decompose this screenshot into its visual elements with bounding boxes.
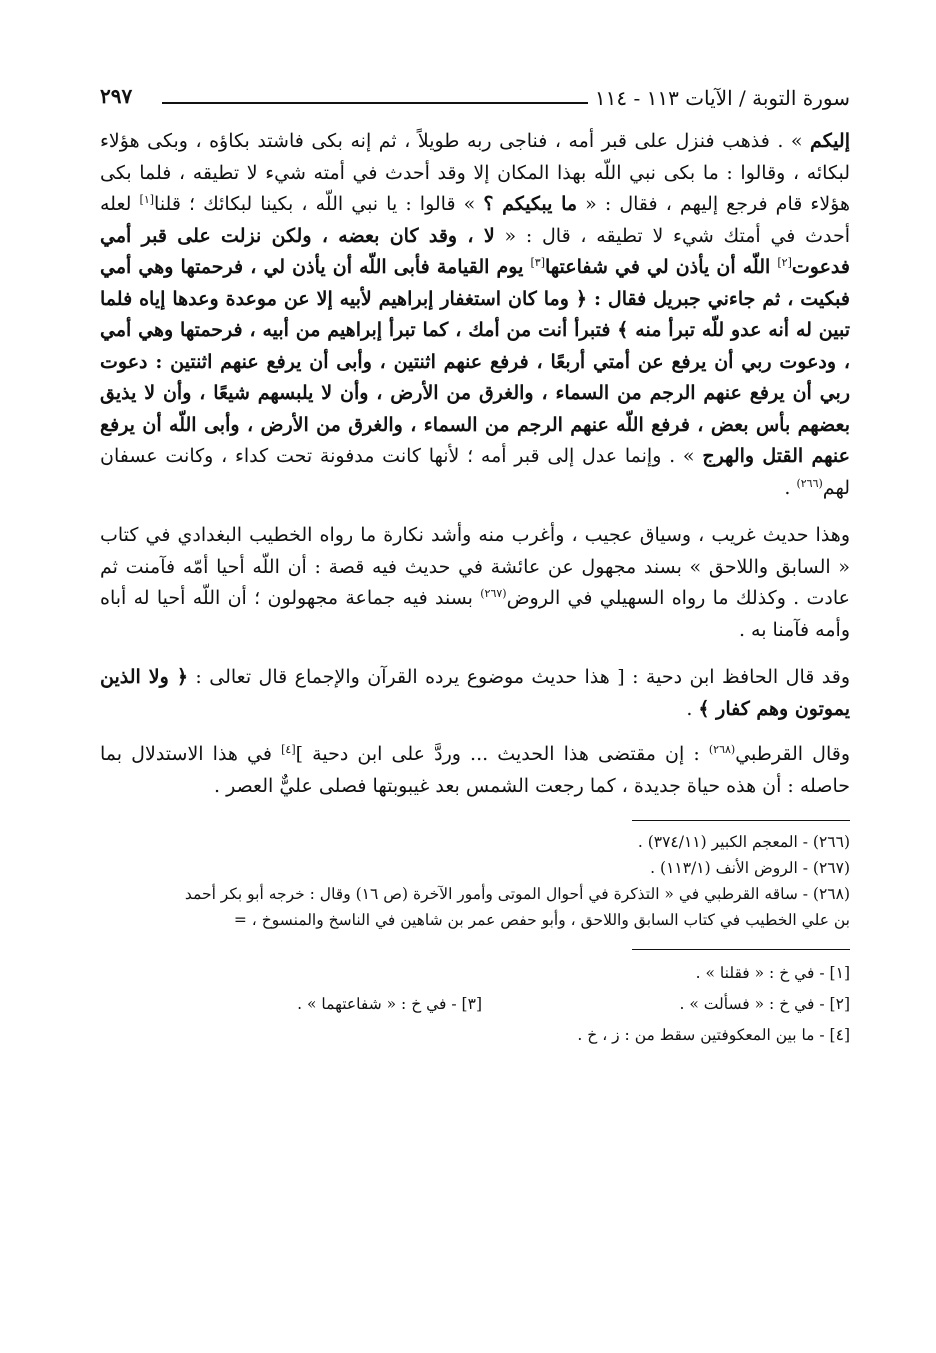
variant-marker: [١]: [139, 193, 155, 206]
variant-marker: [٤]: [281, 743, 296, 756]
variant-2: [٢] - في خ : « فسألت » .: [679, 995, 850, 1013]
footnotes: [100, 829, 850, 933]
main-text: [100, 126, 850, 802]
footnote-ref: (٢٦٧): [480, 587, 507, 600]
text-span: .: [686, 697, 699, 720]
text-span: : إن مقتضى هذا الحديث ... وردَّ على ابن دحية ]: [295, 743, 709, 765]
footnote-268: (٢٦٨) - ساقه القرطبي في « التذكرة في أحوال الموتى وأمور الآخرة (ص ١٦) وقال : خرجه أبو بكر أحمد: [184, 885, 850, 903]
variant-4: [٤] - ما بين المعكوفتين سقط من : ز ، خ .: [577, 1026, 850, 1044]
text-span: » . فذهب فنزل على قبر أمه ، فناجى ربه طويلاً ، ثم إنه بكى فاشتد بكاؤه ، وبكى هؤلاء لبكائه ، وقالوا : ما بكى نبي اللّه بهذا المكان إلا وقد أحدث في أمته شيء لا تطيقه ، فلما بكى هؤلاء قام فرجع إليهم ، فقال : «: [100, 130, 850, 215]
footnote-ref: (٢٦٦): [796, 476, 823, 490]
text-span: » قالوا : يا نبي اللّه ، بكينا لبكائك ؛ قلنا: [154, 193, 484, 215]
text-span: لعله أحدث في أمتك شيء لا تطيقه ، قال : «: [100, 193, 850, 247]
paragraph-1: [100, 126, 850, 504]
book-page: [100, 82, 850, 1051]
footnote-rule: [632, 820, 850, 821]
text-span: وقال القرطبي: [735, 743, 851, 765]
bold-span: إليكم: [810, 130, 850, 152]
running-title: سورة التوبة / الآيات ١١٣ - ١١٤: [594, 86, 850, 110]
variant-1: [١] - في خ : « فقلنا » .: [695, 964, 850, 982]
paragraph-4: [100, 739, 850, 802]
header-rule: [162, 102, 588, 104]
bold-span: اللّه أن يأذن لي في شفاعتها: [545, 256, 778, 278]
footnote-266: (٢٦٦) - المعجم الكبير (٣٧٤/١١) .: [637, 833, 850, 851]
bold-span: ما يبكيكم ؟: [483, 193, 578, 215]
variant-marker: [٣]: [530, 256, 545, 269]
text-span: وقد قال الحافظ ابن دحية : [ هذا حديث موضوع يرده القرآن والإجماع قال تعالى :: [187, 666, 850, 688]
bold-span: لا ، وقد كان بعضه ، ولكن نزلت على قبر أمي فدعوت: [100, 224, 850, 278]
footnote-ref: (٢٦٨): [708, 743, 736, 756]
text-span: » . وإنما عدل إلى قبر أمه ؛ لأنها كانت مدفونة تحت كداء ، وكانت عسفان لهم: [100, 445, 850, 499]
paragraph-2: [100, 520, 850, 646]
text-span: وهذا حديث غريب ، وسياق عجيب ، وأغرب منه وأشد نكارة ما رواه الخطيب البغدادي في كتاب « السابق واللاحق » بسند مجهول عن عائشة في حديث فيه قصة : أن اللّه أحيا أمّه فآمنت ثم عادت . وكذلك ما رواه السهيلي في الروض: [100, 524, 850, 609]
footnote-268-continued: بن علي الخطيب في كتاب السابق واللاحق ، وأبو حفص عمر بن شاهين في الناسخ والمنسوخ ، =: [233, 911, 850, 929]
manuscript-variants: [100, 958, 850, 1051]
quran-verse: ﴿ ولا الذين يموتون وهم كفار ﴾: [100, 666, 850, 720]
variant-marker: [٢]: [777, 256, 792, 269]
bold-span: يوم القيامة فأبى اللّه أن يأذن لي ، فرحمتها وهي أمي فبكيت ، ثم جاءني جبريل فقال : ﴿ وما كان استغفار إبراهيم لأبيه إلا عن موعدة وعدها إياه فلما تبين له أنه عدو للّه تبرأ منه ﴾ فتبرأ أنت من أمك ، كما تبرأ إبراهيم من أبيه ، فرحمتها وهي أمي ، ودعوت ربي أن يرفع عن أمتي أربعًا ، فرفع عنهم اثنتين ، وأبى أن يرفع عنهم اثنتين : دعوت ربي أن يرفع عنهم الرجم من السماء ، والغرق من الأرض ، وأن لا يلبسهم شيعًا ، وأن لا يذيق بعضهم بأس بعض ، فرفع اللّه عنهم الرجم من السماء ، والغرق من الأرض ، وأبى اللّه أن يرفع عنهم القتل والهرج: [100, 256, 850, 467]
page-header: [100, 82, 850, 116]
variant-row: [100, 989, 850, 1020]
variant-3: [٣] - في خ : « شفاعتهما » .: [297, 995, 482, 1013]
footnote-267: (٢٦٧) - الروض الأنف (١١٣/١) .: [650, 859, 850, 877]
page-number: ٢٩٧: [100, 84, 133, 108]
text-span: .: [784, 476, 797, 499]
text-span: في هذا الاستدلال بما حاصله : أن هذه حياة جديدة ، كما رجعت الشمس بعد غيبوبتها فصلى عليٌّ العصر .: [100, 743, 850, 797]
paragraph-3: [100, 662, 850, 725]
text-span: بسند فيه جماعة مجهولون ؛ أن اللّه أحيا له أباه وأمه فآمنا به .: [100, 587, 850, 641]
variants-rule: [632, 949, 850, 950]
